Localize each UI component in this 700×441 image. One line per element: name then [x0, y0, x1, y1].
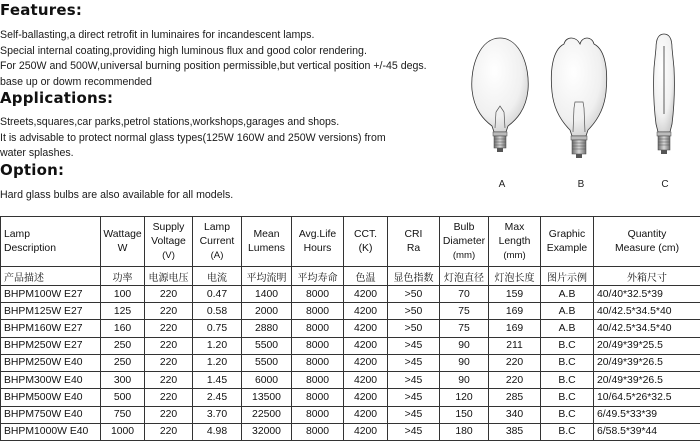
header-cell-cn: 图片示例 [541, 267, 594, 286]
cell-wattage: 500 [101, 389, 145, 406]
cell-cct: 4200 [344, 286, 388, 303]
cell-length: 340 [489, 406, 541, 423]
cell-cri: >45 [388, 423, 440, 440]
cell-length: 385 [489, 423, 541, 440]
cell-model: BHPM125W E27 [1, 303, 101, 320]
cell-voltage: 220 [145, 372, 193, 389]
cell-cct: 4200 [344, 423, 388, 440]
cell-lumens: 5500 [242, 354, 292, 371]
header-cell-cn: 平均寿命 [292, 267, 344, 286]
cell-quantity: 40/40*32.5*39 [594, 286, 700, 303]
cell-graphic: B.C [541, 372, 594, 389]
applications-heading: Applications: [0, 89, 114, 107]
cell-cri: >50 [388, 286, 440, 303]
cell-current: 1.20 [193, 337, 242, 354]
header-cell-cn: 电源电压 [145, 267, 193, 286]
cell-cct: 4200 [344, 372, 388, 389]
cell-cri: >45 [388, 389, 440, 406]
table-row [1, 303, 700, 320]
bulb-c-label: C [661, 179, 669, 190]
cell-cri: >45 [388, 354, 440, 371]
header-cell: CCT. (K) [344, 217, 388, 267]
features-heading: Features: [0, 1, 83, 19]
cell-life: 8000 [292, 372, 344, 389]
header-cell-cn: 平均流明 [242, 267, 292, 286]
cell-wattage: 125 [101, 303, 145, 320]
cell-model: BHPM1000W E40 [1, 423, 101, 440]
table-row [1, 354, 700, 371]
features-line: For 250W and 500W,universal burning position permissible,but vertical position +/-45 degs. [0, 60, 427, 73]
cell-diameter: 150 [440, 406, 489, 423]
cell-current: 0.75 [193, 320, 242, 337]
cell-graphic: B.C [541, 389, 594, 406]
header-cell-cn: 灯泡直径 [440, 267, 489, 286]
header-cell: Mean Lumens [242, 217, 292, 267]
header-cell-cn: 外箱尺寸 [594, 267, 700, 286]
cell-current: 1.45 [193, 372, 242, 389]
header-cell-cn: 功率 [101, 267, 145, 286]
header-row-cn [1, 267, 700, 286]
cell-cri: >50 [388, 320, 440, 337]
cell-length: 169 [489, 303, 541, 320]
cell-voltage: 220 [145, 389, 193, 406]
cell-graphic: B.C [541, 337, 594, 354]
cell-wattage: 750 [101, 406, 145, 423]
header-cell-cn: 灯泡长度 [489, 267, 541, 286]
cell-wattage: 100 [101, 286, 145, 303]
features-line: Special internal coating,providing high luminous flux and good color rendering. [0, 44, 367, 57]
cell-voltage: 220 [145, 354, 193, 371]
cell-quantity: 10/64.5*26*32.5 [594, 389, 700, 406]
bulb-illustrations [458, 28, 698, 176]
cell-diameter: 90 [440, 372, 489, 389]
table-row [1, 320, 700, 337]
cell-cri: >45 [388, 372, 440, 389]
cell-voltage: 220 [145, 286, 193, 303]
cell-voltage: 220 [145, 423, 193, 440]
bulb-a-icon [472, 38, 529, 152]
cell-current: 3.70 [193, 406, 242, 423]
cell-graphic: B.C [541, 354, 594, 371]
cell-lumens: 2000 [242, 303, 292, 320]
cell-cri: >45 [388, 406, 440, 423]
cell-cct: 4200 [344, 337, 388, 354]
cell-length: 285 [489, 389, 541, 406]
cell-diameter: 120 [440, 389, 489, 406]
applications-line: It is advisable to protect normal glass types(125W 160W and 250W versions) from [0, 131, 386, 144]
cell-lumens: 22500 [242, 406, 292, 423]
cell-length: 169 [489, 320, 541, 337]
cell-cri: >45 [388, 337, 440, 354]
header-cell: Lamp Description [1, 217, 101, 267]
cell-current: 2.45 [193, 389, 242, 406]
cell-life: 8000 [292, 354, 344, 371]
cell-voltage: 220 [145, 406, 193, 423]
cell-diameter: 90 [440, 337, 489, 354]
features-line: Self-ballasting,a direct retrofit in luminaires for incandescent lamps. [0, 29, 315, 41]
cell-diameter: 75 [440, 303, 489, 320]
bulb-b-label: B [577, 179, 585, 190]
features-line: base up or dowm recommended [0, 75, 152, 88]
header-cell: Wattage W [101, 217, 145, 267]
cell-cct: 4200 [344, 406, 388, 423]
cell-graphic: B.C [541, 406, 594, 423]
cell-current: 1.20 [193, 354, 242, 371]
applications-line: Streets,squares,car parks,petrol stations,workshops,garages and shops. [0, 116, 340, 128]
cell-life: 8000 [292, 286, 344, 303]
bulb-a-label: A [498, 179, 506, 190]
bulb-b-icon [551, 38, 606, 158]
cell-diameter: 70 [440, 286, 489, 303]
cell-graphic: B.C [541, 423, 594, 440]
table-row [1, 372, 700, 389]
cell-cct: 4200 [344, 320, 388, 337]
cell-life: 8000 [292, 303, 344, 320]
cell-length: 159 [489, 286, 541, 303]
option-line: Hard glass bulbs are also available for all models. [0, 189, 234, 201]
applications-line: water splashes. [0, 147, 74, 160]
header-cell: Avg.Life Hours [292, 217, 344, 267]
cell-model: BHPM500W E40 [1, 389, 101, 406]
cell-wattage: 250 [101, 337, 145, 354]
cell-graphic: A.B [541, 303, 594, 320]
cell-cct: 4200 [344, 303, 388, 320]
cell-lumens: 1400 [242, 286, 292, 303]
cell-quantity: 6/49.5*33*39 [594, 406, 700, 423]
cell-quantity: 6/58.5*39*44 [594, 423, 700, 440]
cell-wattage: 1000 [101, 423, 145, 440]
cell-life: 8000 [292, 320, 344, 337]
cell-cri: >50 [388, 303, 440, 320]
cell-current: 0.58 [193, 303, 242, 320]
header-cell-cn: 显色指数 [388, 267, 440, 286]
cell-wattage: 160 [101, 320, 145, 337]
cell-life: 8000 [292, 337, 344, 354]
cell-diameter: 90 [440, 354, 489, 371]
cell-diameter: 180 [440, 423, 489, 440]
cell-voltage: 220 [145, 303, 193, 320]
cell-model: BHPM250W E40 [1, 354, 101, 371]
header-cell: Max Length (mm) [489, 217, 541, 267]
cell-quantity: 20/49*39*26.5 [594, 354, 700, 371]
cell-graphic: A.B [541, 320, 594, 337]
cell-lumens: 6000 [242, 372, 292, 389]
header-cell-cn: 产品描述 [1, 267, 101, 286]
cell-life: 8000 [292, 423, 344, 440]
header-cell: Bulb Diameter (mm) [440, 217, 489, 267]
cell-model: BHPM100W E27 [1, 286, 101, 303]
cell-quantity: 20/49*39*25.5 [594, 337, 700, 354]
cell-current: 0.47 [193, 286, 242, 303]
header-cell-cn: 色温 [344, 267, 388, 286]
header-cell: Graphic Example [541, 217, 594, 267]
header-cell-cn: 电流 [193, 267, 242, 286]
cell-lumens: 32000 [242, 423, 292, 440]
cell-model: BHPM160W E27 [1, 320, 101, 337]
cell-lumens: 5500 [242, 337, 292, 354]
header-cell: Lamp Current (A) [193, 217, 242, 267]
option-heading: Option: [0, 161, 65, 179]
cell-quantity: 40/42.5*34.5*40 [594, 303, 700, 320]
table-row [1, 406, 700, 423]
cell-wattage: 300 [101, 372, 145, 389]
cell-lumens: 13500 [242, 389, 292, 406]
cell-model: BHPM300W E40 [1, 372, 101, 389]
cell-length: 220 [489, 354, 541, 371]
cell-life: 8000 [292, 389, 344, 406]
header-cell: Quantity Measure (cm) [594, 217, 700, 267]
header-cell: Supply Voltage (V) [145, 217, 193, 267]
cell-diameter: 75 [440, 320, 489, 337]
cell-cct: 4200 [344, 354, 388, 371]
cell-length: 220 [489, 372, 541, 389]
table-row [1, 286, 700, 303]
cell-model: BHPM750W E40 [1, 406, 101, 423]
header-row-en [1, 217, 700, 267]
cell-model: BHPM250W E27 [1, 337, 101, 354]
cell-current: 4.98 [193, 423, 242, 440]
bulb-c-icon [654, 34, 675, 154]
cell-voltage: 220 [145, 337, 193, 354]
spec-table [0, 216, 700, 441]
cell-voltage: 220 [145, 320, 193, 337]
cell-cct: 4200 [344, 389, 388, 406]
cell-length: 211 [489, 337, 541, 354]
cell-quantity: 20/49*39*26.5 [594, 372, 700, 389]
header-cell: CRI Ra [388, 217, 440, 267]
cell-life: 8000 [292, 406, 344, 423]
table-row [1, 423, 700, 440]
cell-graphic: A.B [541, 286, 594, 303]
table-row [1, 337, 700, 354]
cell-wattage: 250 [101, 354, 145, 371]
cell-lumens: 2880 [242, 320, 292, 337]
table-row [1, 389, 700, 406]
spec-table-body [1, 286, 700, 441]
cell-quantity: 40/42.5*34.5*40 [594, 320, 700, 337]
